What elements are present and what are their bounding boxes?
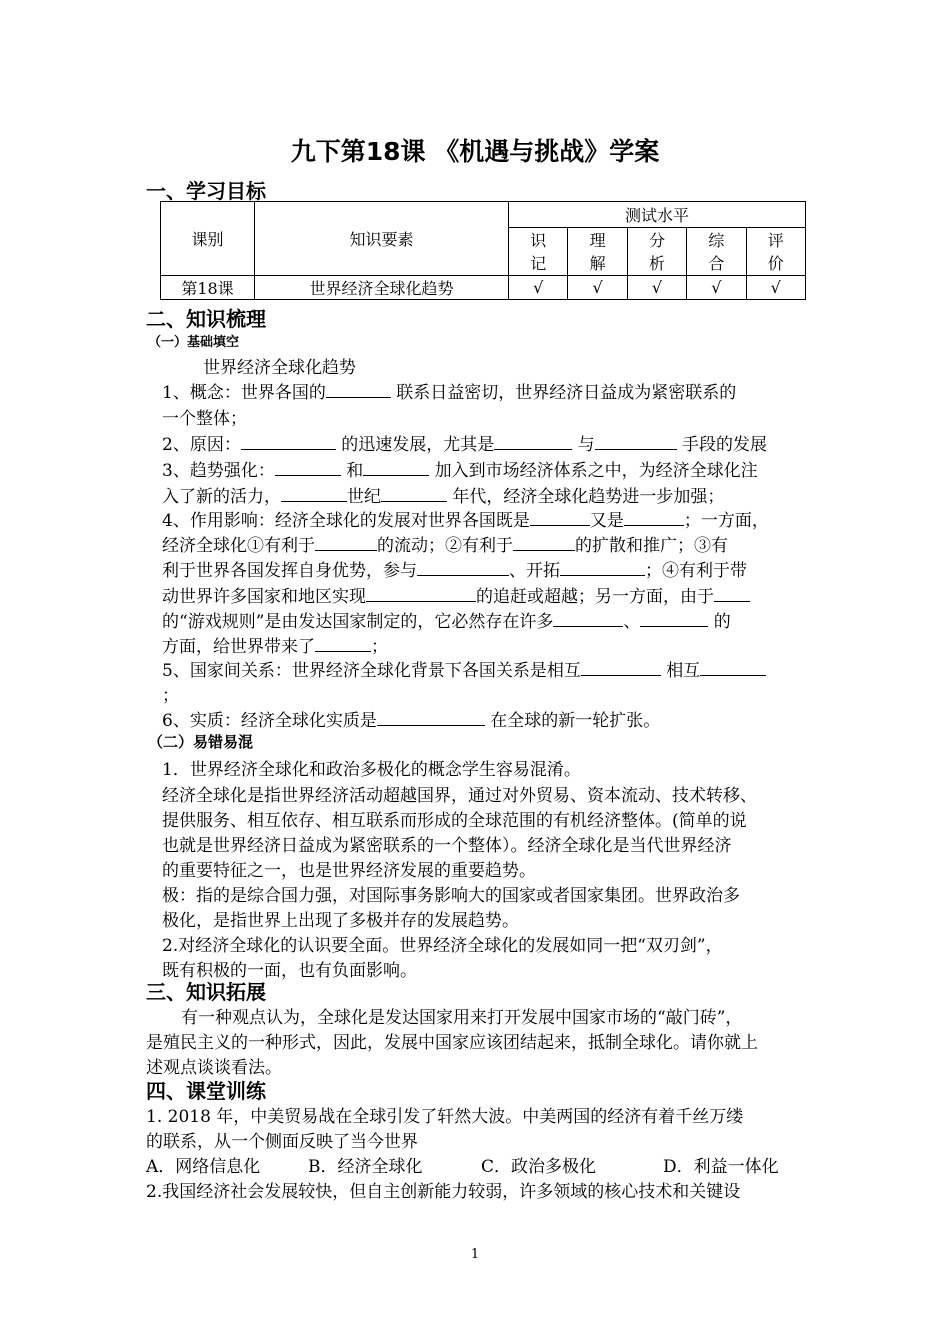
check-mark: √: [627, 276, 686, 300]
level-col: 识 记: [509, 228, 568, 276]
text-line: 的重要特征之一，也是世界经济发展的重要趋势。: [162, 861, 536, 881]
level-col: 分 析: [627, 228, 686, 276]
page-title: 九下第18课 《机遇与挑战》学案: [290, 137, 660, 166]
text-line: 2、原因： 的迅速发展，尤其是 与 手段的发展: [162, 435, 768, 455]
question-text: 的联系，从一个侧面反映了当今世界: [146, 1132, 418, 1152]
topic-line: 世界经济全球化趋势: [203, 358, 356, 378]
text-line: ；: [162, 686, 179, 706]
text-line: 5、国家间关系：世界经济全球化背景下各国关系是相互 相互: [162, 656, 766, 681]
text-line: 有一种观点认为，全球化是发达国家用来打开发展中国家市场的“敲门砖”，: [181, 1008, 743, 1028]
text-line: 6、实质：经济全球化实质是 在全球的新一轮扩张。: [162, 711, 661, 731]
section-heading-extension: 三、知识拓展: [146, 980, 266, 1004]
section-heading-practice: 四、课堂训练: [146, 1079, 266, 1103]
text-line: 一个整体；: [162, 409, 247, 429]
text-line: 2.对经济全球化的认识要全面。世界经济全球化的发展如同一把“双刃剑”，: [162, 936, 723, 956]
goal-table: [160, 201, 806, 300]
subheading-fill: （一）基础填空: [148, 335, 240, 350]
check-mark: √: [568, 276, 627, 300]
text-line: 的“游戏规则”是由发达国家制定的，它必然存在许多 、 的: [162, 612, 731, 632]
level-col: 综 合: [687, 228, 746, 276]
text-line: 4、作用影响：经济全球化的发展对世界各国既是 又是 ；一方面，: [162, 511, 769, 531]
row-knowledge: 世界经济全球化趋势: [255, 276, 509, 300]
header-knowledge: 知识要素: [255, 202, 509, 276]
check-mark: √: [509, 276, 568, 300]
text-line: 1．世界经济全球化和政治多极化的概念学生容易混淆。: [162, 760, 581, 780]
text-line: 3、趋势强化： 和 加入到市场经济体系之中，为经济全球化注: [162, 461, 758, 481]
text-line: 是殖民主义的一种形式，因此，发展中国家应该团结起来，抵制全球化。请你就上: [146, 1033, 758, 1053]
text-line: 经济全球化是指世界经济活动超越国界，通过对外贸易、资本流动、技术转移、: [162, 786, 757, 806]
text-line: 极：指的是综合国力强，对国际事务影响大的国家或者国家集团。世界政治多: [162, 886, 740, 906]
header-category: 课别: [161, 202, 255, 276]
option-b: B．经济全球化: [308, 1157, 423, 1177]
option-c: C．政治多极化: [481, 1157, 597, 1177]
text-line: 利于世界各国发挥自身优势，参与 、开拓 ；④有利于带: [162, 561, 747, 581]
check-mark: √: [687, 276, 746, 300]
text-line: 既有积极的一面，也有负面影响。: [162, 961, 417, 981]
text-line: 经济全球化①有利于 的流动；②有利于 的扩散和推广；③有: [162, 536, 728, 556]
check-mark: √: [746, 276, 805, 300]
text-line: 1、概念：世界各国的 联系日益密切，世界经济日益成为紧密联系的: [162, 383, 737, 403]
subheading-confusing: （二）易错易混: [148, 733, 254, 751]
section-heading-goals: 一、学习目标: [146, 179, 266, 203]
option-d: D．利益一体化: [663, 1157, 779, 1177]
question-text: 2.我国经济社会发展较快，但自主创新能力较弱，许多领域的核心技术和关键设: [146, 1182, 741, 1202]
header-level: 测试水平: [509, 202, 806, 228]
text-line: 动世界许多国家和地区实现 的追赶或超越；另一方面，由于: [162, 582, 750, 607]
text-line: 极化，是指世界上出现了多极并存的发展趋势。: [162, 911, 519, 931]
page-number: 1: [470, 1247, 480, 1262]
row-category: 第18课: [161, 276, 255, 300]
text-line: 入了新的活力， 世纪 年代，经济全球化趋势进一步加强；: [162, 487, 725, 507]
text-line: 方面，给世界带来了 ；: [162, 637, 388, 657]
level-col: 评 价: [746, 228, 805, 276]
question-text: 1. 2018 年，中美贸易战在全球引发了轩然大波。中美两国的经济有着千丝万缕: [146, 1107, 744, 1127]
text-line: 也就是世界经济日益成为紧密联系的一个整体）。经济全球化是当代世界经济: [162, 836, 732, 856]
text-line: 述观点谈谈看法。: [146, 1058, 282, 1078]
section-heading-review: 二、知识梳理: [146, 307, 266, 331]
level-col: 理 解: [568, 228, 627, 276]
option-a: A．网络信息化: [146, 1157, 261, 1177]
text-line: 提供服务、相互依存、相互联系而形成的全球范围的有机经济整体。(简单的说: [162, 811, 747, 831]
